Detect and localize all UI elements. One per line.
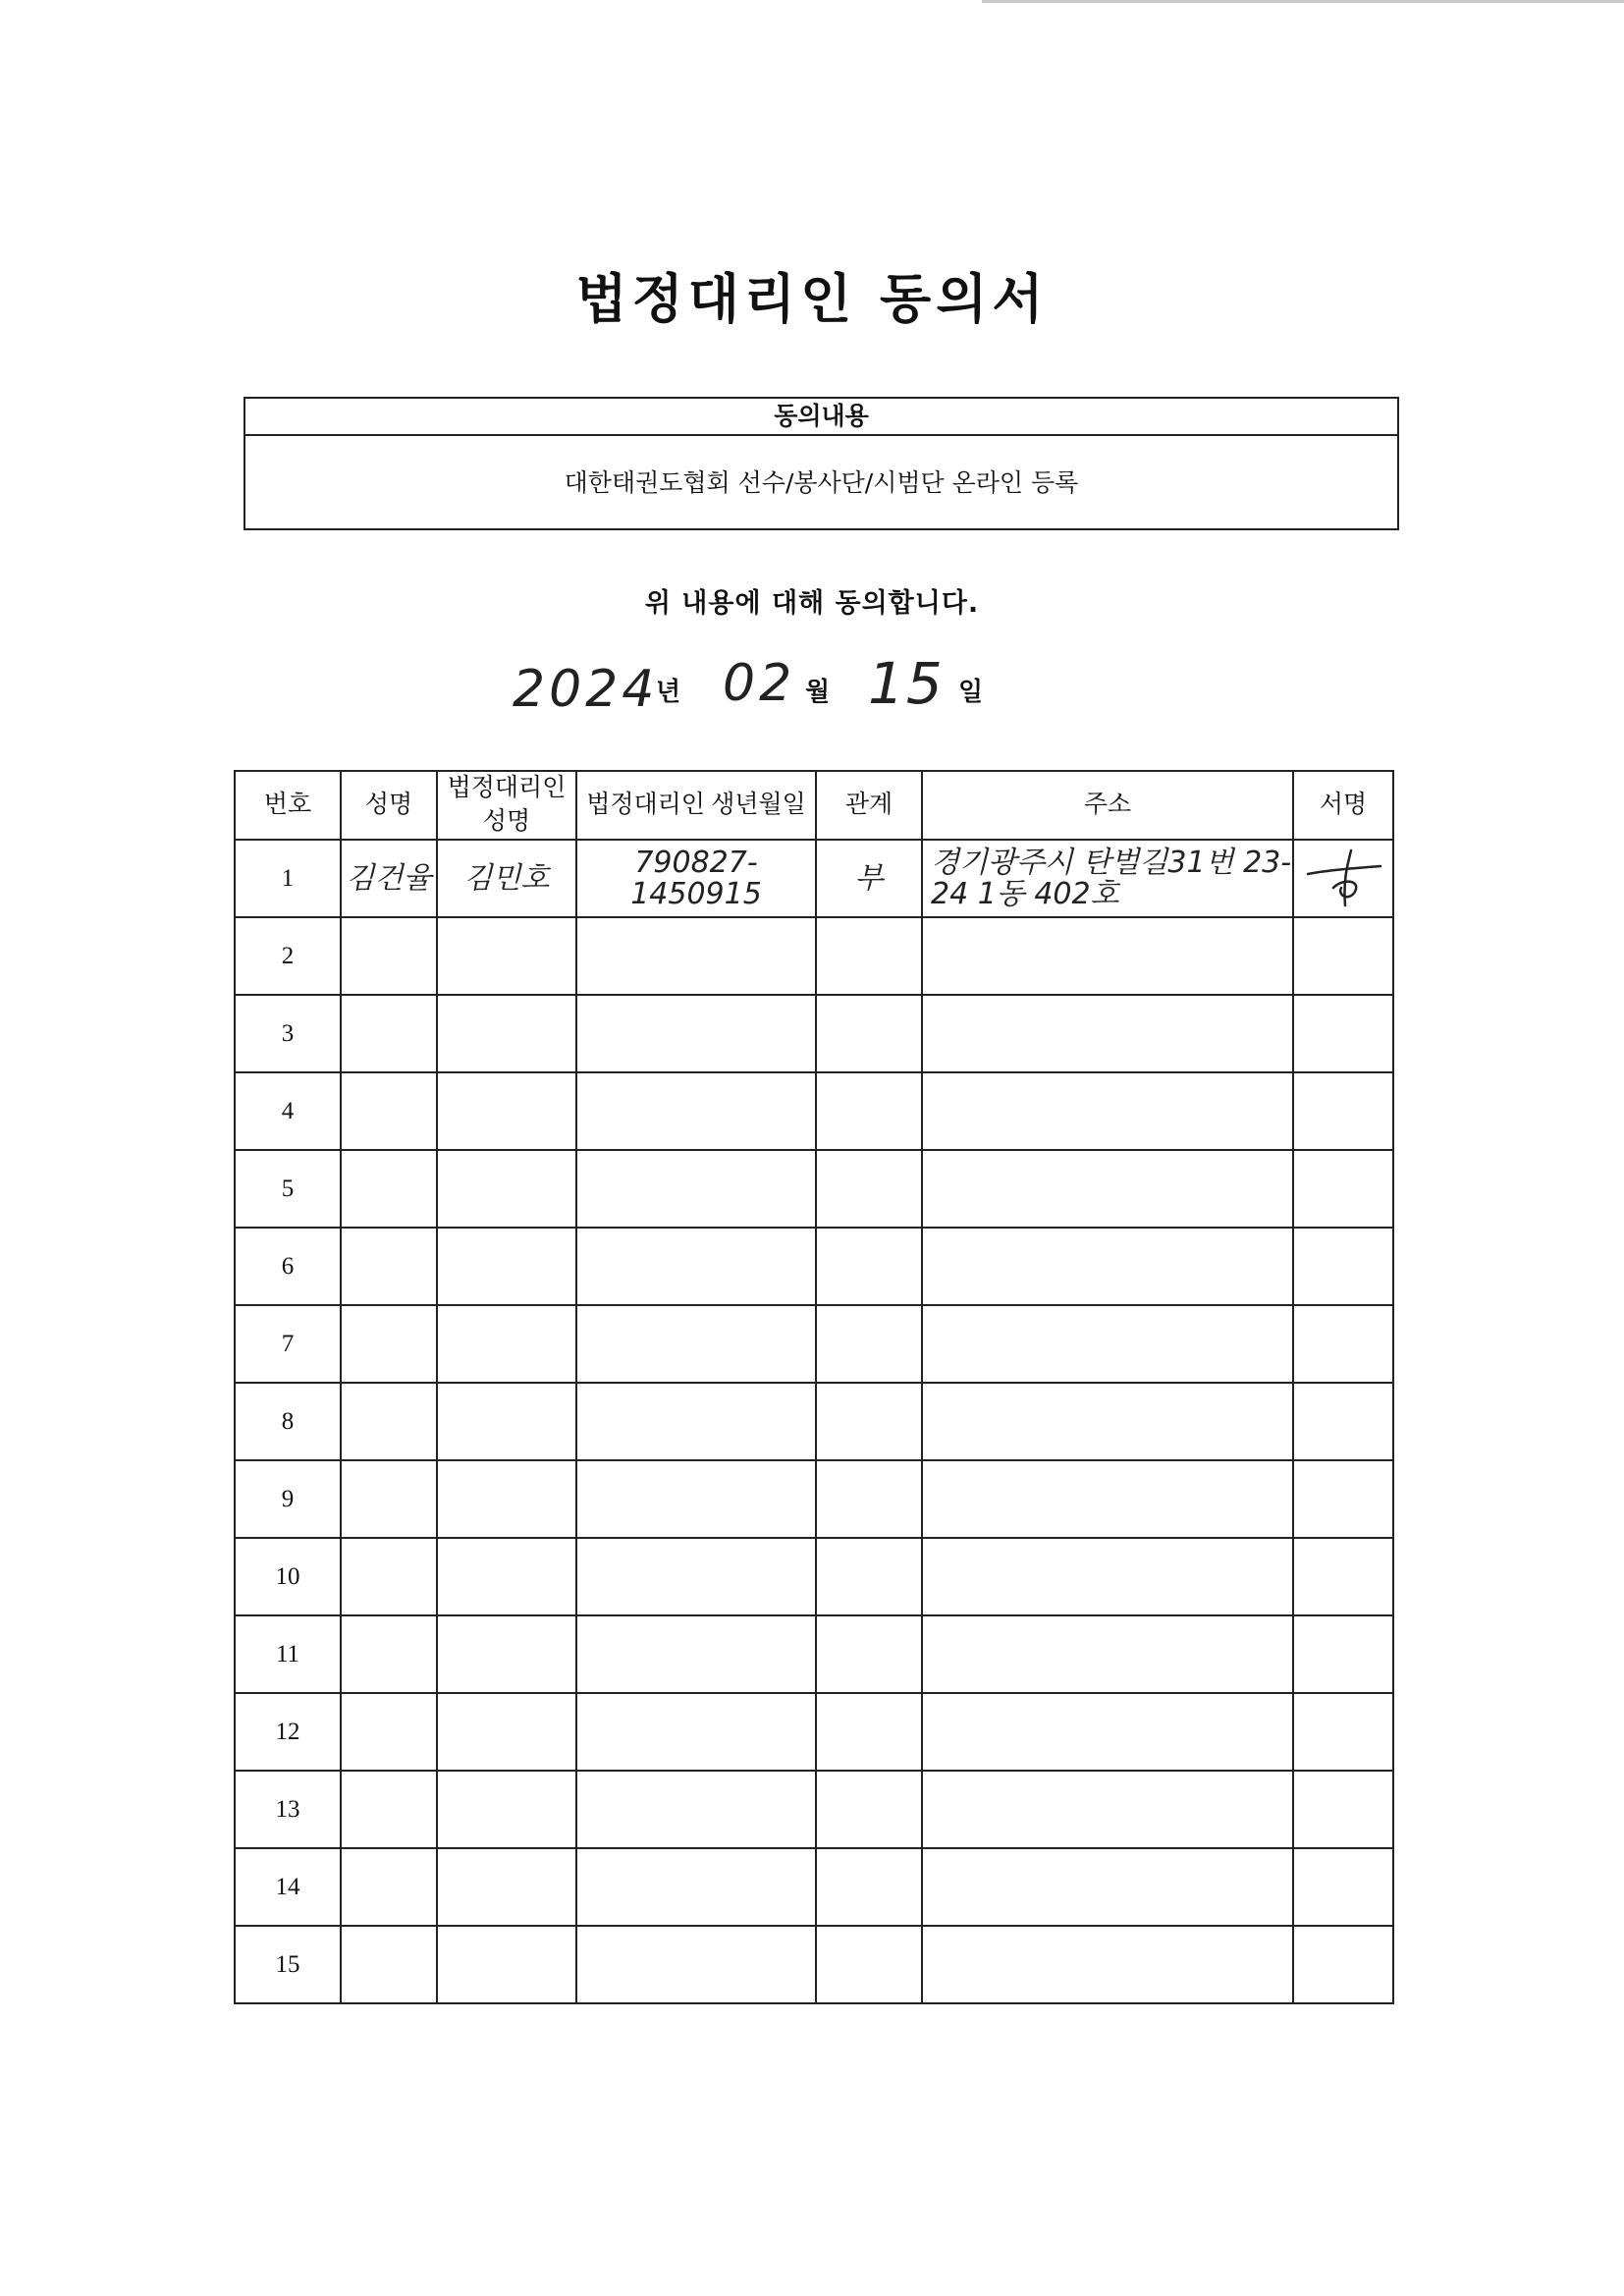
cell-relation <box>816 1228 922 1305</box>
cell-name <box>341 1228 437 1305</box>
table-row <box>235 995 1393 1072</box>
cell-address <box>922 1848 1293 1926</box>
cell-name <box>341 1926 437 2003</box>
cell-relation <box>816 1615 922 1693</box>
cell-relation <box>816 1771 922 1848</box>
date-day-unit: 일 <box>958 678 984 707</box>
consent-header: 동의내용 <box>245 399 1397 436</box>
header-relation: 관계 <box>816 771 922 840</box>
cell-name <box>341 1848 437 1926</box>
cell-number: 11 <box>235 1615 341 1693</box>
table-row <box>235 1072 1393 1150</box>
cell-guardian-birth <box>576 995 816 1072</box>
table-row <box>235 1926 1393 2003</box>
cell-guardian-birth <box>576 1305 816 1383</box>
cell-address <box>922 1072 1293 1150</box>
table-row <box>235 1615 1393 1693</box>
cell-name <box>341 1538 437 1615</box>
table-row <box>235 1693 1393 1771</box>
table-row <box>235 1228 1393 1305</box>
cell-name <box>341 1305 437 1383</box>
table-row <box>235 1848 1393 1926</box>
cell-guardian-name <box>437 1228 576 1305</box>
cell-signature <box>1293 1848 1393 1926</box>
cell-signature <box>1293 917 1393 995</box>
cell-name <box>341 917 437 995</box>
cell-relation <box>816 1460 922 1538</box>
cell-guardian-name: 김민호 <box>437 840 576 917</box>
cell-address <box>922 1771 1293 1848</box>
cell-name <box>341 995 437 1072</box>
cell-number: 7 <box>235 1305 341 1383</box>
header-address: 주소 <box>922 771 1293 840</box>
cell-address <box>922 1693 1293 1771</box>
cell-address <box>922 1228 1293 1305</box>
table-row <box>235 1771 1393 1848</box>
date-day: 15 <box>868 650 945 717</box>
header-name: 성명 <box>341 771 437 840</box>
cell-guardian-birth: 790827-1450915 <box>576 840 816 917</box>
table-row <box>235 1538 1393 1615</box>
cell-relation <box>816 1926 922 2003</box>
cell-guardian-name <box>437 1538 576 1615</box>
cell-guardian-name <box>437 1460 576 1538</box>
cell-guardian-birth <box>576 1228 816 1305</box>
cell-guardian-name <box>437 1848 576 1926</box>
table-row <box>235 1460 1393 1538</box>
cell-signature <box>1293 1383 1393 1460</box>
table-row <box>235 1150 1393 1228</box>
cell-address: 경기광주시 탄벌길31번 23-24 1동 402호 <box>922 840 1293 917</box>
date-year-unit: 년 <box>656 678 681 707</box>
cell-number: 6 <box>235 1228 341 1305</box>
table-row <box>235 1383 1393 1460</box>
consent-body: 대한태권도협회 선수/봉사단/시범단 온라인 등록 <box>564 468 1079 497</box>
document-title: 법정대리인 동의서 <box>575 268 1049 330</box>
date-month: 02 <box>723 654 796 713</box>
cell-name <box>341 1460 437 1538</box>
header-guardian-birth: 법정대리인 생년월일 <box>576 771 816 840</box>
cell-number: 12 <box>235 1693 341 1771</box>
cell-signature <box>1293 1926 1393 2003</box>
cell-guardian-birth <box>576 1848 816 1926</box>
cell-address <box>922 917 1293 995</box>
cell-name <box>341 1615 437 1693</box>
cell-number: 14 <box>235 1848 341 1926</box>
cell-guardian-name <box>437 917 576 995</box>
cell-relation <box>816 1693 922 1771</box>
cell-number: 8 <box>235 1383 341 1460</box>
cell-guardian-name <box>437 1305 576 1383</box>
cell-number: 3 <box>235 995 341 1072</box>
header-number: 번호 <box>235 771 341 840</box>
cell-signature <box>1293 1693 1393 1771</box>
cell-signature <box>1293 1228 1393 1305</box>
cell-address <box>922 995 1293 1072</box>
cell-guardian-name <box>437 995 576 1072</box>
cell-guardian-name <box>437 1150 576 1228</box>
scan-edge <box>982 0 1624 3</box>
cell-signature <box>1293 1072 1393 1150</box>
agree-statement: 위 내용에 대해 동의합니다. <box>644 588 980 619</box>
cell-signature <box>1293 1615 1393 1693</box>
cell-relation <box>816 1383 922 1460</box>
date-year: 2024 <box>513 660 659 719</box>
cell-guardian-birth <box>576 1771 816 1848</box>
cell-address <box>922 1538 1293 1615</box>
cell-number: 4 <box>235 1072 341 1150</box>
cell-guardian-birth <box>576 917 816 995</box>
cell-address <box>922 1615 1293 1693</box>
cell-signature <box>1293 1150 1393 1228</box>
cell-signature <box>1293 1460 1393 1538</box>
cell-number: 5 <box>235 1150 341 1228</box>
table-row <box>235 917 1393 995</box>
cell-guardian-name <box>437 1383 576 1460</box>
cell-address <box>922 1305 1293 1383</box>
roster-table <box>234 770 1394 2004</box>
cell-guardian-name <box>437 1072 576 1150</box>
cell-relation <box>816 1072 922 1150</box>
cell-guardian-name <box>437 1926 576 2003</box>
cell-guardian-birth <box>576 1615 816 1693</box>
cell-relation <box>816 1305 922 1383</box>
cell-address <box>922 1383 1293 1460</box>
cell-relation <box>816 1150 922 1228</box>
cell-address <box>922 1150 1293 1228</box>
cell-number: 13 <box>235 1771 341 1848</box>
header-guardian-name: 법정대리인 성명 <box>437 771 576 840</box>
cell-signature <box>1293 840 1393 917</box>
cell-guardian-name <box>437 1693 576 1771</box>
cell-guardian-birth <box>576 1538 816 1615</box>
date-row <box>0 650 1624 729</box>
cell-name <box>341 1150 437 1228</box>
cell-guardian-name <box>437 1615 576 1693</box>
cell-number: 1 <box>235 840 341 917</box>
cell-guardian-name <box>437 1771 576 1848</box>
cell-address <box>922 1460 1293 1538</box>
cell-name <box>341 1693 437 1771</box>
table-row <box>235 1305 1393 1383</box>
date-month-unit: 월 <box>805 678 831 707</box>
cell-guardian-birth <box>576 1150 816 1228</box>
cell-signature <box>1293 995 1393 1072</box>
consent-box <box>244 397 1399 530</box>
cell-guardian-birth <box>576 1926 816 2003</box>
cell-name <box>341 1771 437 1848</box>
cell-guardian-birth <box>576 1693 816 1771</box>
cell-number: 2 <box>235 917 341 995</box>
cell-signature <box>1293 1538 1393 1615</box>
table-header-row <box>235 771 1393 840</box>
cell-name: 김건율 <box>341 840 437 917</box>
cell-relation: 부 <box>816 840 922 917</box>
cell-signature <box>1293 1305 1393 1383</box>
cell-relation <box>816 1848 922 1926</box>
cell-number: 9 <box>235 1460 341 1538</box>
cell-number: 15 <box>235 1926 341 2003</box>
cell-signature <box>1293 1771 1393 1848</box>
header-signature: 서명 <box>1293 771 1393 840</box>
cell-name <box>341 1072 437 1150</box>
cell-name <box>341 1383 437 1460</box>
cell-relation <box>816 917 922 995</box>
signature-mark <box>1304 845 1382 913</box>
table-row <box>235 840 1393 917</box>
roster-body <box>235 840 1393 2003</box>
cell-guardian-birth <box>576 1383 816 1460</box>
cell-relation <box>816 995 922 1072</box>
cell-guardian-birth <box>576 1072 816 1150</box>
cell-relation <box>816 1538 922 1615</box>
cell-number: 10 <box>235 1538 341 1615</box>
cell-guardian-birth <box>576 1460 816 1538</box>
cell-address <box>922 1926 1293 2003</box>
